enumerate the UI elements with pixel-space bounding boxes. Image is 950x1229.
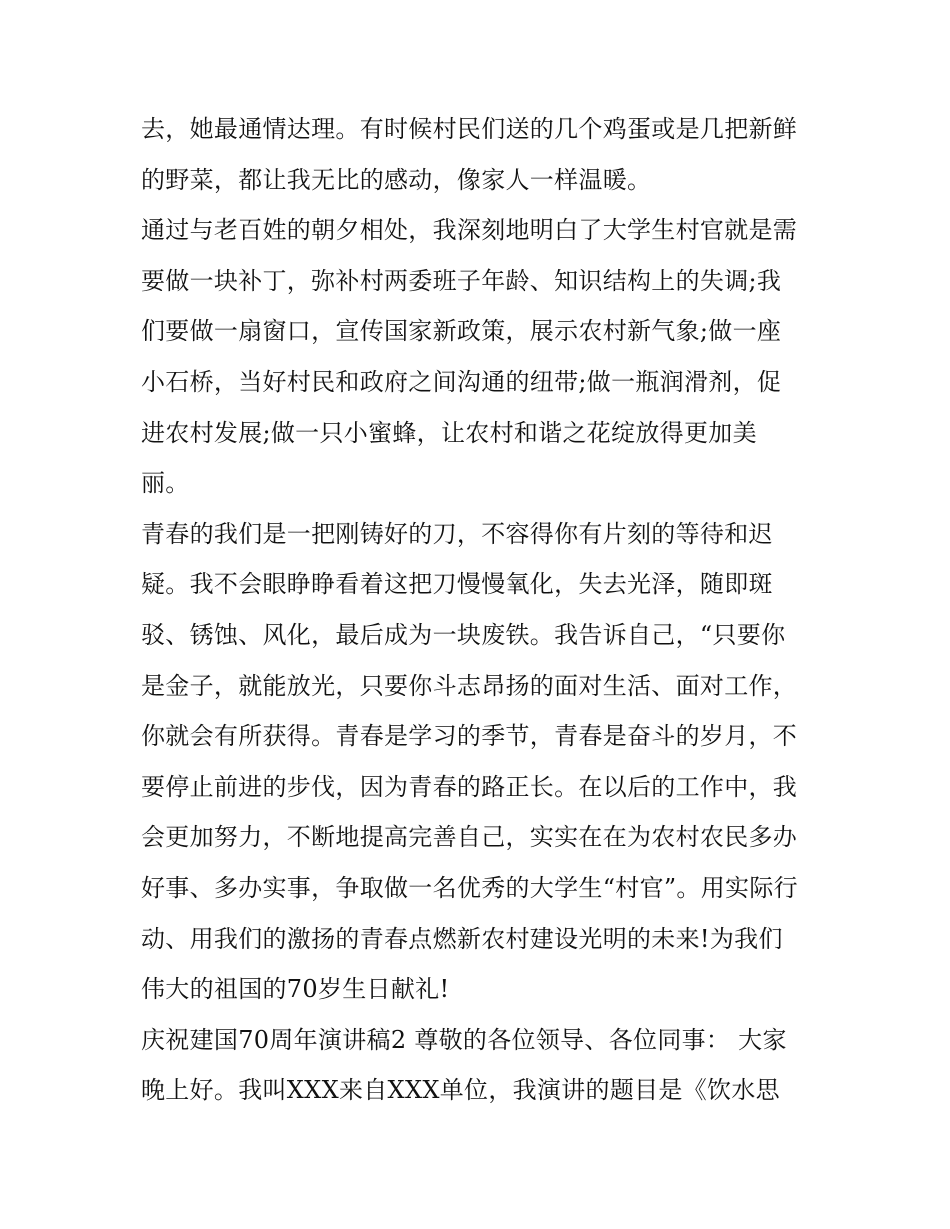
text-line: 晚上好。我叫XXX来自XXX单位，我演讲的题目是《饮水思 [141,1076,780,1105]
text-line: 通过与老百姓的朝夕相处，我深刻地明白了大学生村官就是需 [141,216,798,245]
text-line: 动、用我们的激扬的青春点燃新农村建设光明的未来!为我们 [141,924,783,953]
text-line: 进农村发展;做一只小蜜蜂，让农村和谐之花绽放得更加美 [141,418,757,447]
text-line: 好事、多办实事，争取做一名优秀的大学生“村官”。用实际行 [141,873,798,902]
text-line: 去，她最通情达理。有时候村民们送的几个鸡蛋或是几把新鲜 [141,115,798,143]
text-line: 是金子，就能放光，只要你斗志昂扬的面对生活、面对工作， [141,671,798,700]
text-line: 小石桥，当好村民和政府之间沟通的纽带;做一瓶润滑剂，促 [141,367,782,396]
text-line: 青春的我们是一把刚铸好的刀，不容得你有片刻的等待和迟 [141,519,773,548]
text-line: 们要做一扇窗口，宣传国家新政策，展示农村新气象;做一座 [141,317,782,346]
text-line: 庆祝建国70周年演讲稿2 尊敬的各位领导、各位同事： 大家 [141,1025,787,1054]
text-line: 要停止前进的步伐，因为青春的路正长。在以后的工作中，我 [141,772,798,801]
text-line: 你就会有所获得。青春是学习的季节，青春是奋斗的岁月，不 [141,722,798,751]
text-line: 伟大的祖国的70岁生日献礼! [141,975,450,1004]
text-line: 驳、锈蚀、风化，最后成为一块废铁。我告诉自己，“只要你 [141,620,786,649]
text-line: 疑。我不会眼睁睁看着这把刀慢慢氧化，失去光泽，随即斑 [141,570,773,599]
text-line: 要做一块补丁，弥补村两委班子年龄、知识结构上的失调;我 [141,266,782,295]
text-line: 丽。 [141,469,190,498]
body-text [141,104,821,1116]
text-line: 的野菜，都让我无比的感动，像家人一样温暖。 [141,165,652,194]
text-line: 会更加努力，不断地提高完善自己，实实在在为农村农民多办 [141,823,798,852]
